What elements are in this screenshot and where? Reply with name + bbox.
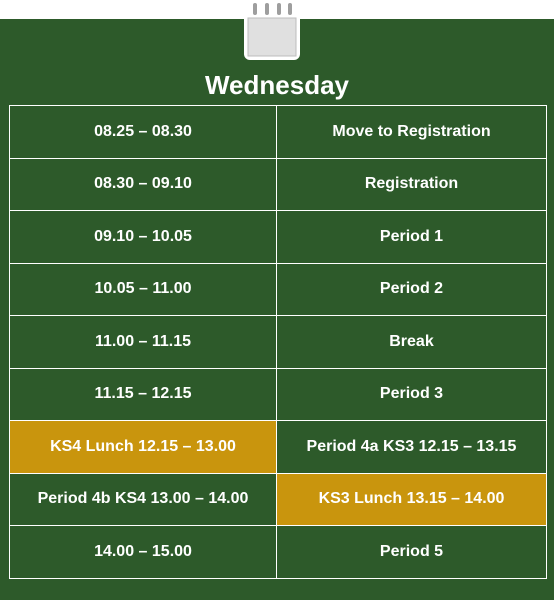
activity-cell: Period 4a KS3 12.15 – 13.15: [277, 421, 547, 474]
activity-cell: Break: [277, 316, 547, 369]
table-row: [10, 473, 547, 526]
table-row: [10, 421, 547, 474]
activity-cell: Period 5: [277, 526, 547, 579]
timetable: [9, 105, 547, 579]
activity-cell: Period 1: [277, 211, 547, 264]
time-cell: 14.00 – 15.00: [10, 526, 277, 579]
activity-cell: Registration: [277, 158, 547, 211]
time-cell: Period 4b KS4 13.00 – 14.00: [10, 473, 277, 526]
time-cell: 08.25 – 08.30: [10, 106, 277, 159]
table-row: [10, 526, 547, 579]
time-cell: KS4 Lunch 12.15 – 13.00: [10, 421, 277, 474]
table-row: [10, 211, 547, 264]
table-row: [10, 368, 547, 421]
time-cell: 11.00 – 11.15: [10, 316, 277, 369]
time-cell: 11.15 – 12.15: [10, 368, 277, 421]
table-row: [10, 106, 547, 159]
time-cell: 10.05 – 11.00: [10, 263, 277, 316]
calendar-icon: [241, 2, 303, 62]
activity-cell: KS3 Lunch 13.15 – 14.00: [277, 473, 547, 526]
activity-cell: Move to Registration: [277, 106, 547, 159]
time-cell: 08.30 – 09.10: [10, 158, 277, 211]
page-title: Wednesday: [204, 70, 349, 100]
time-cell: 09.10 – 10.05: [10, 211, 277, 264]
activity-cell: Period 3: [277, 368, 547, 421]
table-row: [10, 158, 547, 211]
activity-cell: Period 2: [277, 263, 547, 316]
table-row: [10, 263, 547, 316]
table-row: [10, 316, 547, 369]
